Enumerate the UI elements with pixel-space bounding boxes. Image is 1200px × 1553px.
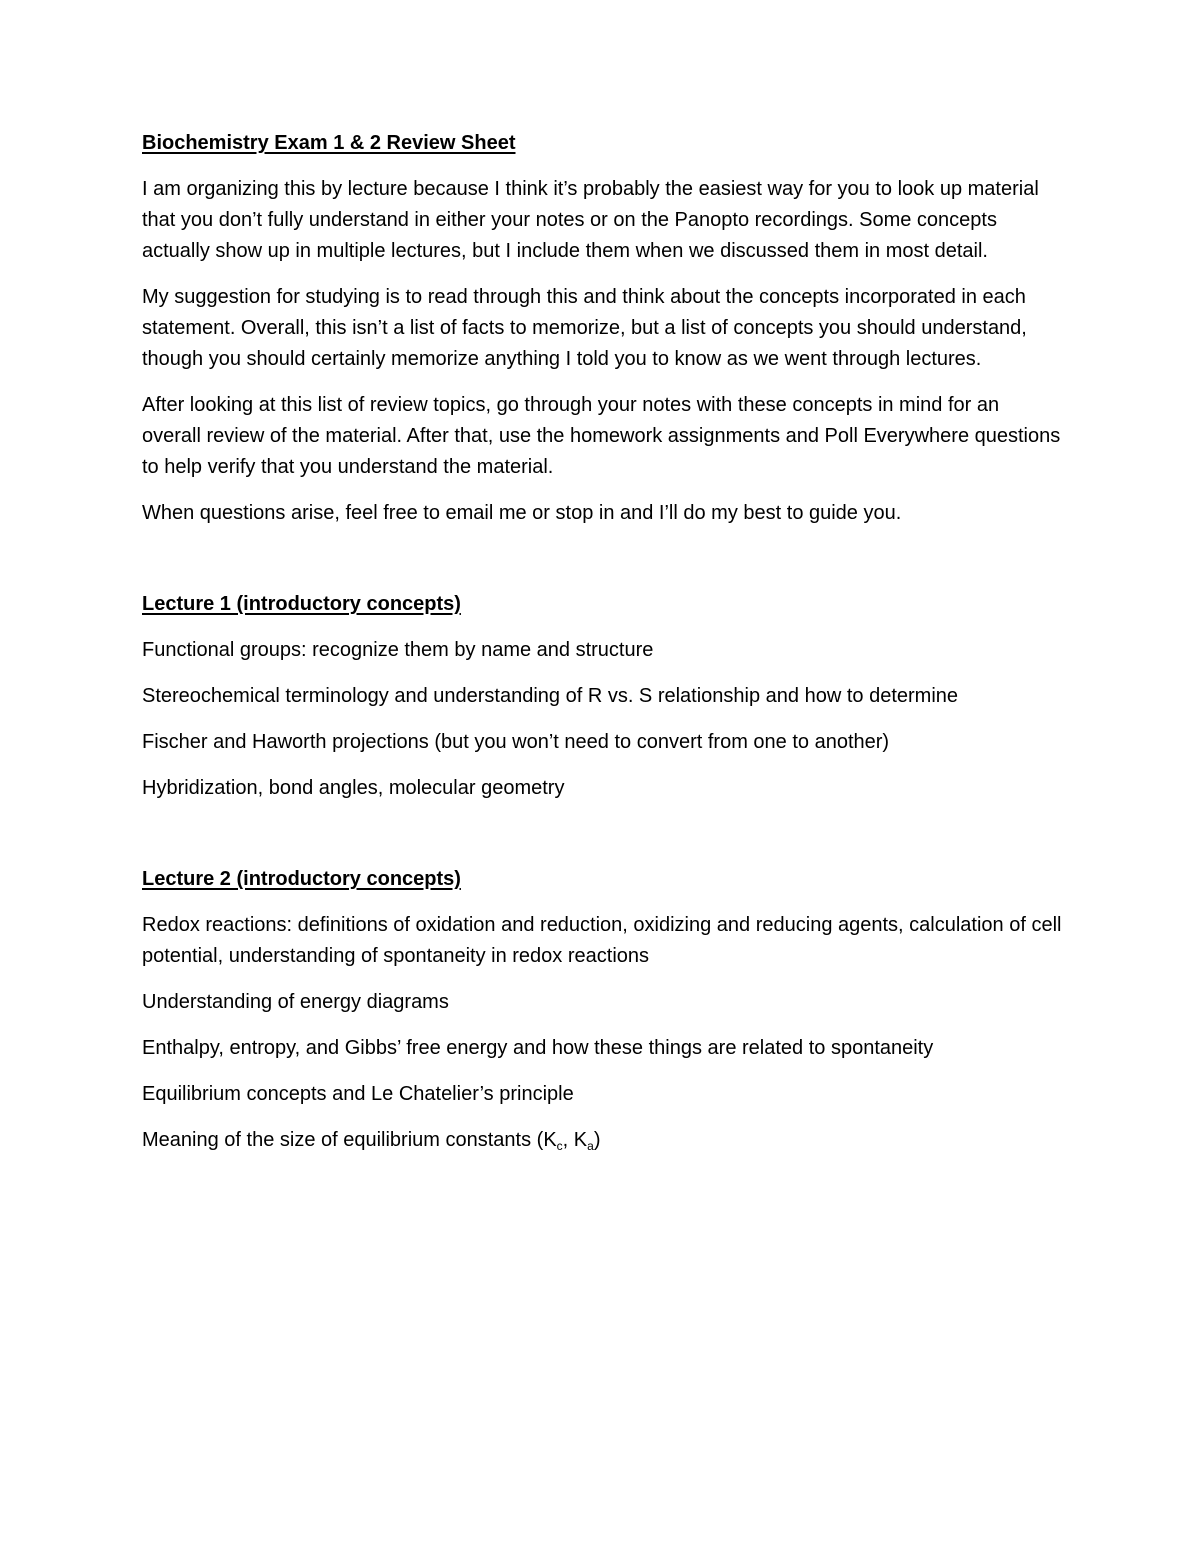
topic-equilibrium: Equilibrium concepts and Le Chatelier’s principle xyxy=(142,1083,574,1105)
topic-hybridization: Hybridization, bond angles, molecular geometry xyxy=(142,777,565,799)
lecture-2-section xyxy=(142,864,1062,1156)
topic-redox: Redox reactions: definitions of oxidation and reduction, oxidizing and reducing agents, calculation of cell potential, understanding of spontaneity in redox reactions xyxy=(142,914,1062,967)
lecture-1-heading: Lecture 1 (introductory concepts) xyxy=(142,593,461,615)
document-title: Biochemistry Exam 1 & 2 Review Sheet xyxy=(142,132,516,154)
constants-prefix: Meaning of the size of equilibrium constants (K xyxy=(142,1129,557,1151)
intro-paragraph-1: I am organizing this by lecture because I think it’s probably the easiest way for you to look up material that you don’t fully understand in either your notes or on the Panopto recordings. Some concepts actually show up in multiple lectures, but I include them when we discussed them in most detail. xyxy=(142,178,1039,262)
intro-paragraph-2: My suggestion for studying is to read through this and think about the concepts incorporated in each statement. Overall, this isn’t a list of facts to memorize, but a list of concepts you should understand, though you should certainly memorize anything I told you to know as we went through lectures. xyxy=(142,286,1027,370)
topic-stereochemistry: Stereochemical terminology and understanding of R vs. S relationship and how to determine xyxy=(142,685,959,707)
constants-suffix: ) xyxy=(593,1129,601,1151)
constants-middle: , K xyxy=(562,1129,588,1151)
intro-paragraph-3: After looking at this list of review topics, go through your notes with these concepts in mind for an overall review of the material. After that, use the homework assignments and Poll Everywhere questions to help verify that you understand the material. xyxy=(142,394,1061,478)
topic-projections: Fischer and Haworth projections (but you won’t need to convert from one to another) xyxy=(142,731,890,753)
constants-sub-c: c xyxy=(556,1139,563,1153)
topic-functional-groups: Functional groups: recognize them by name and structure xyxy=(142,639,654,661)
lecture-1-section xyxy=(142,589,1062,804)
intro-paragraph-4: When questions arise, feel free to email me or stop in and I’ll do my best to guide you. xyxy=(142,502,902,524)
lecture-2-heading: Lecture 2 (introductory concepts) xyxy=(142,868,461,890)
topic-energy-diagrams: Understanding of energy diagrams xyxy=(142,991,449,1013)
constants-sub-a: a xyxy=(587,1139,594,1153)
topic-equilibrium-constants xyxy=(142,1125,1062,1156)
document-page xyxy=(142,128,1062,1171)
topic-thermodynamics: Enthalpy, entropy, and Gibbs’ free energy and how these things are related to spontaneity xyxy=(142,1037,934,1059)
